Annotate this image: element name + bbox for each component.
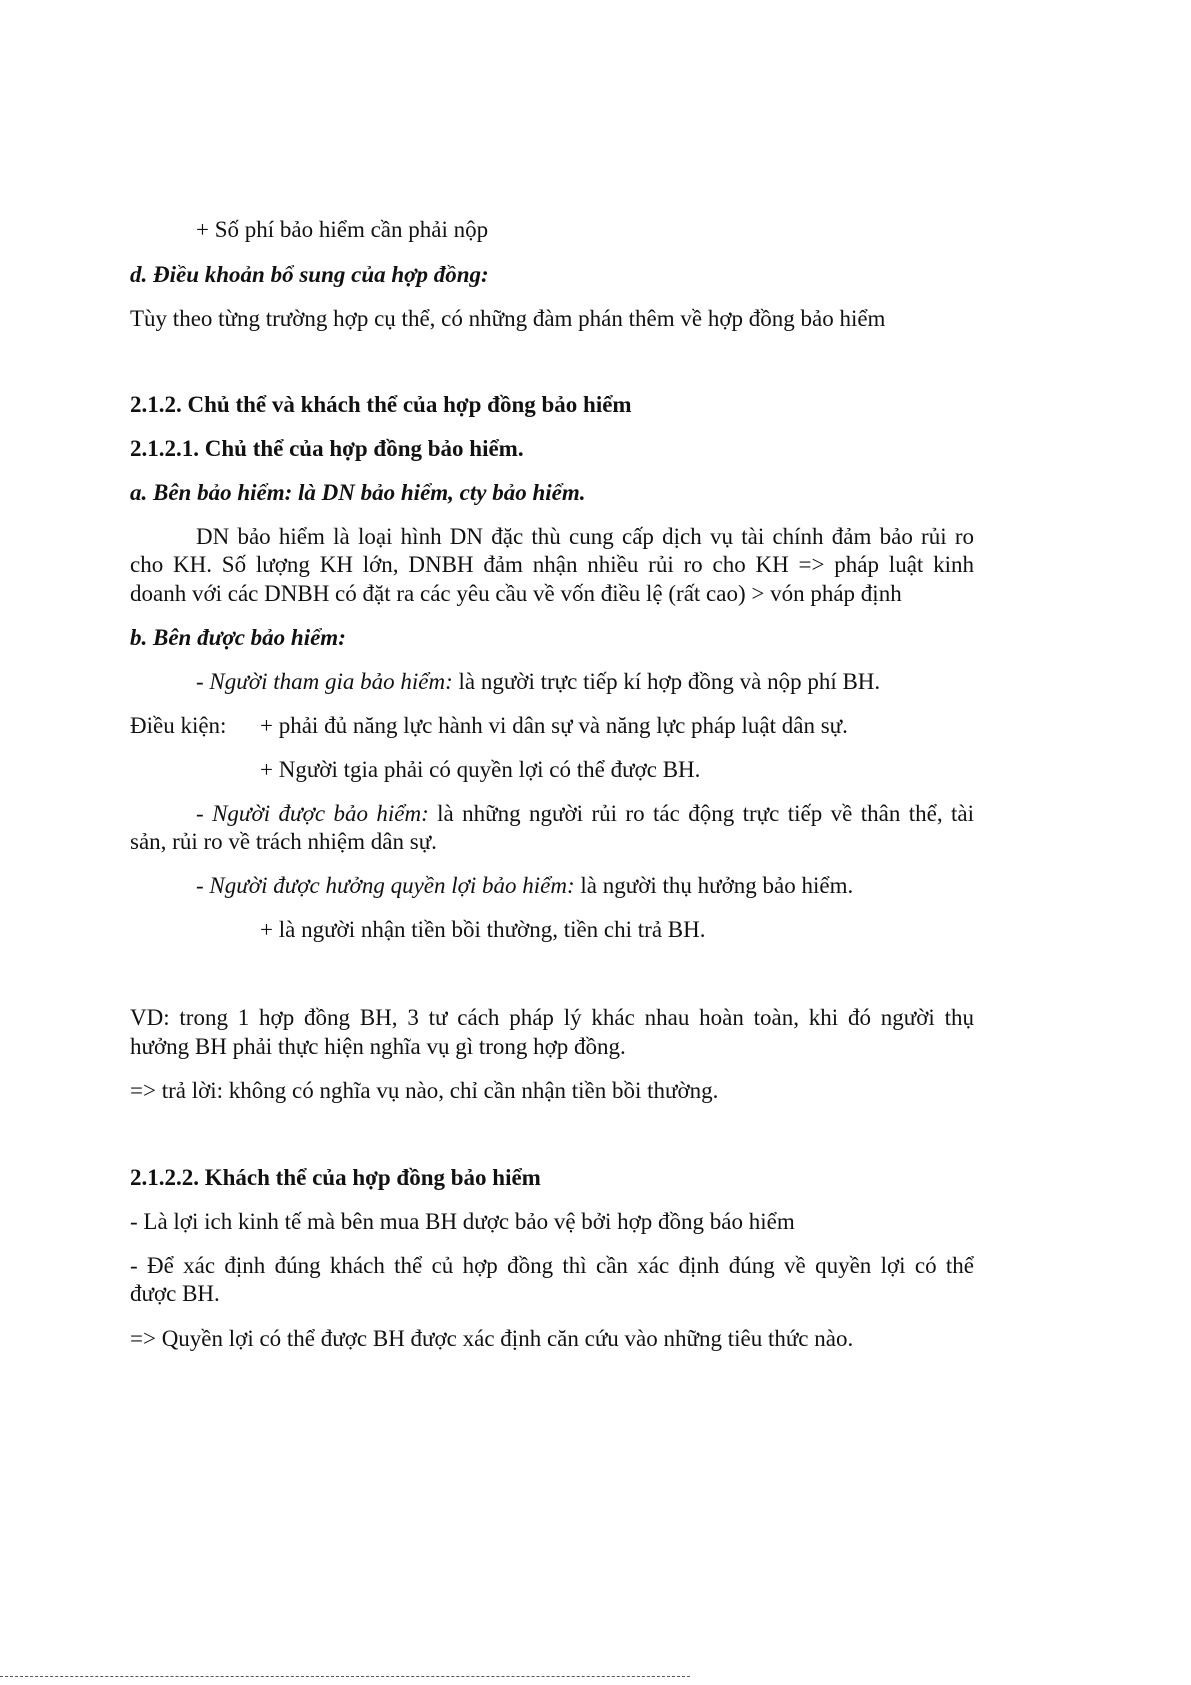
paragraph-line: sản, rủi ro về trách nhiệm dân sự. (130, 829, 437, 854)
condition-label: Điều kiện: (130, 713, 227, 738)
subsection-heading: 2.1.2.2. Khách thể của hợp đồng bảo hiểm (130, 1165, 541, 1190)
term: Người được hưởng quyền lợi bảo hiểm: (209, 873, 575, 898)
paragraph-line: DN bảo hiểm là loại hình DN đặc thù cung cấp dịch vụ tài chính đảm bảo rủi ro (196, 524, 974, 549)
definition-text: là những người rủi ro tác động trực tiếp về thân thể, tài (428, 801, 974, 826)
paragraph-line: cho KH. Số lượng KH lớn, DNBH đảm nhận nhiều rủi ro cho KH => pháp luật kinh (130, 552, 974, 577)
text-line: + Số phí bảo hiểm cần phải nộp (196, 217, 489, 242)
section-heading: 2.1.2. Chủ thể và khách thể của hợp đồng bảo hiểm (130, 392, 632, 417)
paragraph-line: doanh với các DNBH có đặt ra các yêu cầu về vốn điều lệ (rất cao) > vón pháp định (130, 581, 902, 606)
term: Người tham gia bảo hiểm: (209, 669, 453, 694)
footer-divider (0, 1676, 690, 1677)
paragraph-line: => Quyền lợi có thể được BH được xác định căn cứu vào những tiêu thức nào. (130, 1326, 854, 1351)
paragraph-line: => trả lời: không có nghĩa vụ nào, chỉ cần nhận tiền bồi thường. (130, 1078, 719, 1103)
condition-item: + phải đủ năng lực hành vi dân sự và năng lực pháp luật dân sự. (260, 713, 848, 738)
definition-line: - Người được bảo hiểm: là những người rủi ro tác động trực tiếp về thân thể, tài (196, 801, 974, 826)
section-heading: d. Điều khoản bổ sung của hợp đồng: (130, 262, 489, 287)
condition-item: + là người nhận tiền bồi thường, tiền chi trả BH. (260, 917, 706, 942)
paragraph-line: - Là lợi ich kinh tế mà bên mua BH dược bảo vệ bởi hợp đồng báo hiểm (130, 1209, 795, 1234)
section-heading: b. Bên được bảo hiểm: (130, 625, 346, 650)
definition-text: là người thụ hưởng bảo hiểm. (574, 873, 854, 898)
text-line: Tùy theo từng trường hợp cụ thể, có những đàm phán thêm về hợp đồng bảo hiểm (130, 306, 886, 331)
paragraph-line: - Để xác định đúng khách thể củ hợp đồng thì cần xác định đúng về quyền lợi có thể (130, 1253, 974, 1278)
term: Người được bảo hiểm: (212, 801, 429, 826)
paragraph-line: VD: trong 1 hợp đồng BH, 3 tư cách pháp lý khác nhau hoàn toàn, khi đó người thụ (130, 1005, 974, 1030)
section-heading: a. Bên bảo hiểm: là DN bảo hiểm, cty bảo hiểm. (130, 480, 586, 505)
definition-text: là người trực tiếp kí hợp đồng và nộp phí BH. (452, 669, 881, 694)
paragraph-line: hưởng BH phải thực hiện nghĩa vụ gì trong hợp đồng. (130, 1034, 626, 1059)
subsection-heading: 2.1.2.1. Chủ thể của hợp đồng bảo hiểm. (130, 436, 524, 461)
condition-item: + Người tgia phải có quyền lợi có thể được BH. (260, 757, 701, 782)
paragraph-line: được BH. (130, 1281, 220, 1306)
definition-line: - Người tham gia bảo hiểm: là người trực tiếp kí hợp đồng và nộp phí BH. (196, 669, 881, 694)
definition-line: - Người được hưởng quyền lợi bảo hiểm: là người thụ hưởng bảo hiểm. (196, 873, 854, 898)
